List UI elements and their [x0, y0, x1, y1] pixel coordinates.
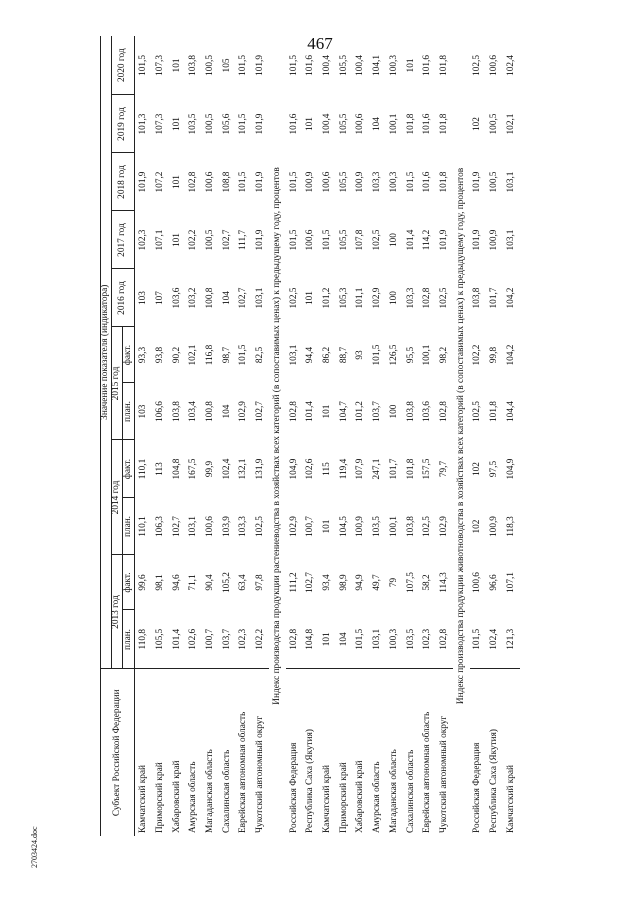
header-year-2015: 2015 год: [112, 327, 123, 440]
value-cell: 101,5: [238, 113, 249, 135]
value-cell: 108,8: [221, 171, 232, 193]
value-cell: 101,6: [422, 113, 433, 135]
value-cell: 102,7: [238, 287, 249, 309]
value-cell: 103,5: [188, 113, 199, 135]
value-cell: 99,8: [489, 346, 500, 364]
value-cell: 100,5: [489, 113, 500, 135]
value-cell: 95,5: [405, 346, 416, 364]
value-cell: 102,7: [305, 572, 316, 593]
value-cell: 101: [171, 175, 182, 189]
value-cell: 102,1: [188, 344, 199, 366]
value-cell: 105,3: [338, 287, 349, 309]
value-cell: 101: [171, 58, 182, 73]
value-cell: 101,9: [137, 171, 148, 193]
header-year-2014: 2014 год: [112, 440, 123, 555]
value-cell: 97,5: [489, 460, 500, 478]
value-cell: 102,4: [489, 628, 500, 650]
value-cell: 93: [355, 350, 366, 360]
value-cell: 103,1: [188, 516, 199, 537]
header-fact: факт.: [123, 440, 135, 498]
value-cell: 101,9: [255, 229, 266, 251]
value-cell: 103,6: [171, 287, 182, 309]
section-title-row: [269, 36, 286, 836]
value-cell: 101: [322, 404, 332, 419]
value-cell: 100,3: [388, 628, 399, 650]
value-cell: 101,5: [238, 55, 249, 76]
header-fact: факт.: [123, 327, 135, 383]
value-cell: 101,5: [238, 344, 249, 366]
table-row: [286, 36, 303, 836]
value-cell: 103,1: [255, 287, 266, 309]
value-cell: 102,9: [439, 516, 450, 537]
value-cell: 102,5: [288, 287, 299, 309]
value-cell: 93,4: [322, 574, 332, 591]
value-cell: 100,5: [204, 113, 215, 135]
table-row: [436, 36, 453, 836]
value-cell: 102,3: [137, 229, 148, 251]
table-row: [135, 36, 153, 836]
value-cell: 103,7: [221, 628, 232, 650]
value-cell: 110,1: [137, 458, 148, 480]
value-cell: 101,9: [255, 113, 266, 135]
header-year-2017: 2017 год: [112, 211, 135, 269]
value-cell: 131,9: [255, 458, 266, 480]
value-cell: 98,9: [338, 574, 349, 591]
value-cell: 101,9: [255, 55, 266, 76]
value-cell: 102,8: [422, 287, 433, 309]
value-cell: 100,8: [204, 401, 215, 422]
value-cell: 100,6: [204, 516, 215, 537]
header-year-2020: 2020 год: [112, 36, 135, 95]
value-cell: 101,9: [439, 229, 450, 251]
value-cell: 101: [322, 519, 332, 534]
value-cell: 104: [338, 632, 349, 647]
row-subject: Камчатский край: [319, 669, 336, 836]
value-cell: 101,5: [355, 628, 366, 650]
value-cell: 103: [137, 404, 148, 419]
value-cell: 101,6: [422, 55, 433, 76]
value-cell: 101,2: [355, 401, 366, 422]
value-cell: 104,2: [505, 344, 516, 366]
table-body: [135, 36, 521, 836]
value-cell: 107,5: [405, 572, 416, 593]
value-cell: 107,1: [154, 229, 165, 251]
value-cell: 104: [221, 291, 232, 305]
value-cell: 102: [472, 117, 483, 131]
section-title-row: [453, 36, 470, 836]
value-cell: 167,5: [188, 458, 199, 480]
table-row: [252, 36, 269, 836]
value-cell: 105,5: [338, 171, 349, 193]
value-cell: 101,5: [322, 229, 332, 251]
value-cell: 100,3: [388, 171, 399, 193]
value-cell: 104,4: [505, 401, 516, 422]
value-cell: 100,5: [489, 171, 500, 193]
row-subject: Сахалинская область: [403, 669, 420, 836]
value-cell: 79: [388, 577, 399, 588]
rotated-table-container: [100, 36, 520, 836]
value-cell: 107,3: [154, 55, 165, 76]
table-row: [303, 36, 320, 836]
value-cell: 100,1: [388, 516, 399, 537]
table-row: [369, 36, 386, 836]
value-cell: 101,9: [472, 171, 483, 193]
value-cell: 101: [305, 291, 316, 305]
value-cell: 101,5: [288, 229, 299, 251]
value-cell: 104,9: [288, 458, 299, 480]
value-cell: 103,8: [472, 287, 483, 309]
value-cell: 132,1: [238, 458, 249, 480]
value-cell: 98,2: [439, 346, 450, 364]
value-cell: 111,2: [288, 572, 299, 593]
row-subject: Республика Саха (Якутия): [303, 669, 320, 836]
page-number: 467: [307, 34, 333, 53]
value-cell: 100,9: [489, 229, 500, 251]
value-cell: 102,9: [238, 401, 249, 422]
header-subject: Субъект Российской Федерации: [101, 669, 135, 836]
value-cell: 90,2: [171, 346, 182, 364]
value-cell: 102,7: [255, 401, 266, 422]
value-cell: 101,6: [288, 113, 299, 135]
table-row: [202, 36, 219, 836]
row-subject: Чукотский автономный округ: [252, 669, 269, 836]
value-cell: 100: [388, 404, 399, 419]
value-cell: 102,4: [505, 55, 516, 76]
value-cell: 119,4: [338, 458, 349, 480]
value-cell: 100: [388, 233, 399, 247]
value-cell: 100,6: [472, 572, 483, 593]
value-cell: 107,9: [355, 458, 366, 480]
value-cell: 97,8: [255, 574, 266, 591]
value-cell: 105,5: [338, 113, 349, 135]
header-year-2018: 2018 год: [112, 153, 135, 211]
value-cell: 102,3: [422, 628, 433, 650]
value-cell: 102,8: [439, 401, 450, 422]
value-cell: 100,4: [322, 55, 332, 76]
table-row: [470, 36, 487, 836]
value-cell: 115: [322, 462, 332, 476]
value-cell: 102,8: [288, 401, 299, 422]
value-cell: 157,5: [422, 458, 433, 480]
value-cell: 101,8: [439, 113, 450, 135]
value-cell: 100,9: [489, 516, 500, 537]
value-cell: 101,6: [422, 171, 433, 193]
value-cell: 102,6: [305, 458, 316, 480]
value-cell: 100,3: [388, 55, 399, 76]
value-cell: 101,7: [388, 458, 399, 480]
value-cell: 101,6: [305, 55, 316, 76]
value-cell: 101,9: [255, 171, 266, 193]
row-subject: Республика Саха (Якутия): [486, 669, 503, 836]
value-cell: 114,2: [422, 229, 433, 251]
value-cell: 100,9: [355, 516, 366, 537]
value-cell: 102,1: [505, 113, 516, 135]
table-row: [219, 36, 236, 836]
value-cell: 104,2: [505, 287, 516, 309]
value-cell: 102,3: [238, 628, 249, 650]
value-cell: 106,6: [154, 401, 165, 422]
table-row: [403, 36, 420, 836]
row-subject: Сахалинская область: [219, 669, 236, 836]
value-cell: 116,8: [204, 344, 215, 366]
value-cell: 102,9: [288, 516, 299, 537]
row-subject: Хабаровский край: [169, 669, 186, 836]
value-cell: 107,2: [154, 171, 165, 193]
value-cell: 93,3: [137, 346, 148, 364]
value-cell: 94,9: [355, 574, 366, 591]
value-cell: 101,5: [288, 55, 299, 76]
header-fact: факт.: [123, 555, 135, 610]
value-cell: 102,5: [472, 55, 483, 76]
value-cell: 101,9: [472, 229, 483, 251]
value-cell: 105,6: [221, 113, 232, 135]
value-cell: 101,5: [238, 171, 249, 193]
value-cell: 107: [154, 291, 165, 305]
value-cell: 103,3: [372, 171, 383, 193]
value-cell: 114,3: [439, 572, 450, 593]
value-cell: 86,2: [322, 346, 332, 364]
value-cell: 103,8: [188, 55, 199, 76]
value-cell: 102,7: [171, 516, 182, 537]
value-cell: 101,8: [405, 113, 416, 135]
header-plan: план.: [123, 610, 135, 669]
header-plan: план.: [123, 383, 135, 440]
value-cell: 103,8: [405, 516, 416, 537]
value-cell: 247,1: [372, 458, 383, 480]
value-cell: 101: [171, 233, 182, 247]
value-cell: 105: [221, 58, 232, 73]
value-cell: 100,4: [355, 55, 366, 76]
table-row: [169, 36, 186, 836]
value-cell: 63,4: [238, 574, 249, 591]
value-cell: 101: [405, 58, 416, 73]
header-indicator: Значение показателя (индикатора): [101, 36, 112, 669]
value-cell: 101,4: [171, 628, 182, 650]
header-plan: план.: [123, 498, 135, 555]
value-cell: 104: [372, 117, 383, 131]
table-row: [319, 36, 336, 836]
value-cell: 99,9: [204, 460, 215, 478]
value-cell: 101,8: [489, 401, 500, 422]
row-subject: Еврейская автономная область: [236, 669, 253, 836]
value-cell: 94,6: [171, 574, 182, 591]
value-cell: 98,7: [221, 346, 232, 364]
value-cell: 99,6: [137, 574, 148, 591]
value-cell: 102,2: [255, 628, 266, 650]
value-cell: 100,7: [204, 628, 215, 650]
row-subject: Еврейская автономная область: [420, 669, 437, 836]
value-cell: 71,1: [188, 574, 199, 591]
value-cell: 100,6: [204, 171, 215, 193]
value-cell: 118,3: [505, 516, 516, 537]
value-cell: 110,1: [137, 516, 148, 537]
document-id: 2703424.doc: [30, 826, 39, 868]
value-cell: 102,6: [188, 628, 199, 650]
value-cell: 101,1: [355, 287, 366, 309]
value-cell: 100,1: [388, 113, 399, 135]
value-cell: 121,3: [505, 628, 516, 650]
value-cell: 104,1: [372, 55, 383, 76]
value-cell: 103,2: [188, 287, 199, 309]
value-cell: 103,1: [505, 229, 516, 251]
value-cell: 101: [322, 632, 332, 647]
row-subject: Магаданская область: [202, 669, 219, 836]
value-cell: 105,5: [154, 628, 165, 650]
value-cell: 106,3: [154, 516, 165, 537]
value-cell: 101,5: [372, 344, 383, 366]
row-subject: Камчатский край: [503, 669, 520, 836]
table-row: [336, 36, 353, 836]
value-cell: 100,9: [355, 171, 366, 193]
value-cell: 101,2: [322, 287, 332, 309]
section-title: Индекс производства продукции животноводства в хозяйствах всех категорий (в сопоставимых ценах) к предыдущему году, процентов: [455, 167, 466, 705]
header-year-2016: 2016 год: [112, 269, 135, 327]
value-cell: 96,6: [489, 574, 500, 591]
table-row: [420, 36, 437, 836]
value-cell: 100,4: [322, 113, 332, 135]
value-cell: 103: [137, 291, 148, 305]
value-cell: 102,2: [188, 229, 199, 251]
value-cell: 102,4: [221, 458, 232, 480]
table-row: [236, 36, 253, 836]
row-subject: Чукотский автономный округ: [436, 669, 453, 836]
value-cell: 101,4: [405, 229, 416, 251]
value-cell: 102,8: [188, 171, 199, 193]
value-cell: 100,6: [305, 229, 316, 251]
value-cell: 101,4: [305, 401, 316, 422]
value-cell: 100,9: [305, 171, 316, 193]
row-subject: Российская Федерация: [470, 669, 487, 836]
row-subject: Российская Федерация: [286, 669, 303, 836]
value-cell: 82,5: [255, 346, 266, 364]
value-cell: 49,7: [372, 574, 383, 591]
value-cell: 93,8: [154, 346, 165, 364]
value-cell: 102,5: [439, 287, 450, 309]
table-row: [353, 36, 370, 836]
value-cell: 101,5: [288, 171, 299, 193]
header-year-2019: 2019 год: [112, 95, 135, 153]
value-cell: 105,5: [338, 229, 349, 251]
value-cell: 113: [154, 462, 165, 476]
value-cell: 105,5: [338, 55, 349, 76]
row-subject: Магаданская область: [386, 669, 403, 836]
value-cell: 103,5: [372, 516, 383, 537]
value-cell: 107,1: [505, 572, 516, 593]
value-cell: 103,5: [405, 628, 416, 650]
value-cell: 100,8: [204, 287, 215, 309]
value-cell: 102,5: [422, 516, 433, 537]
value-cell: 101,8: [405, 458, 416, 480]
value-cell: 102,5: [255, 516, 266, 537]
value-cell: 100: [388, 291, 399, 305]
value-cell: 104,5: [338, 516, 349, 537]
value-cell: 102,9: [372, 287, 383, 309]
value-cell: 101: [305, 117, 316, 131]
value-cell: 100,1: [422, 344, 433, 366]
value-cell: 102: [472, 519, 483, 534]
value-cell: 103,8: [405, 401, 416, 422]
row-subject: Хабаровский край: [353, 669, 370, 836]
row-subject: Камчатский край: [135, 669, 153, 836]
value-cell: 101,5: [405, 171, 416, 193]
value-cell: 98,1: [154, 574, 165, 591]
value-cell: 103,3: [405, 287, 416, 309]
value-cell: 103,6: [422, 401, 433, 422]
value-cell: 100,5: [204, 229, 215, 251]
table-row: [486, 36, 503, 836]
value-cell: 101: [171, 117, 182, 131]
value-cell: 103,1: [372, 628, 383, 650]
value-cell: 104,8: [171, 458, 182, 480]
value-cell: 105,2: [221, 572, 232, 593]
section-title: Индекс производства продукции растениеводства в хозяйствах всех категорий (в сопоставимых ценах) к предыдущему году, процентов: [271, 167, 282, 705]
value-cell: 102,8: [439, 628, 450, 650]
value-cell: 103,8: [171, 401, 182, 422]
value-cell: 58,2: [422, 574, 433, 591]
table-row: [386, 36, 403, 836]
value-cell: 101,7: [489, 287, 500, 309]
value-cell: 126,5: [388, 344, 399, 366]
value-cell: 100,6: [489, 55, 500, 76]
value-cell: 102,7: [221, 229, 232, 251]
table-row: [152, 36, 169, 836]
value-cell: 102,8: [288, 628, 299, 650]
value-cell: 102,5: [372, 229, 383, 251]
table-row: [503, 36, 520, 836]
value-cell: 104,9: [505, 458, 516, 480]
value-cell: 103,9: [221, 516, 232, 537]
header-year-2013: 2013 год: [112, 555, 123, 669]
value-cell: 107,8: [355, 229, 366, 251]
row-subject: Амурская область: [369, 669, 386, 836]
value-cell: 101,5: [137, 55, 148, 76]
row-subject: Приморский край: [336, 669, 353, 836]
value-cell: 101,3: [137, 113, 148, 135]
value-cell: 100,5: [204, 55, 215, 76]
value-cell: 100,6: [355, 113, 366, 135]
value-cell: 94,4: [305, 346, 316, 364]
value-cell: 102,2: [472, 344, 483, 366]
value-cell: 103,1: [505, 171, 516, 193]
value-cell: 111,7: [238, 229, 249, 251]
row-subject: Приморский край: [152, 669, 169, 836]
value-cell: 101,5: [472, 628, 483, 650]
value-cell: 104,8: [305, 628, 316, 650]
value-cell: 103,7: [372, 401, 383, 422]
value-cell: 110,8: [137, 628, 148, 650]
indicator-table: [100, 36, 520, 836]
value-cell: 103,1: [288, 344, 299, 366]
value-cell: 101,8: [439, 55, 450, 76]
value-cell: 102: [472, 462, 483, 476]
value-cell: 107,3: [154, 113, 165, 135]
value-cell: 102,5: [472, 401, 483, 422]
row-subject: Амурская область: [186, 669, 203, 836]
value-cell: 79,7: [439, 460, 450, 478]
value-cell: 103,3: [238, 516, 249, 537]
table-row: [186, 36, 203, 836]
value-cell: 103,4: [188, 401, 199, 422]
value-cell: 90,4: [204, 574, 215, 591]
value-cell: 101,8: [439, 171, 450, 193]
value-cell: 100,6: [322, 171, 332, 193]
value-cell: 88,7: [338, 346, 349, 364]
value-cell: 104,7: [338, 401, 349, 422]
value-cell: 100,7: [305, 516, 316, 537]
value-cell: 104: [221, 404, 232, 419]
